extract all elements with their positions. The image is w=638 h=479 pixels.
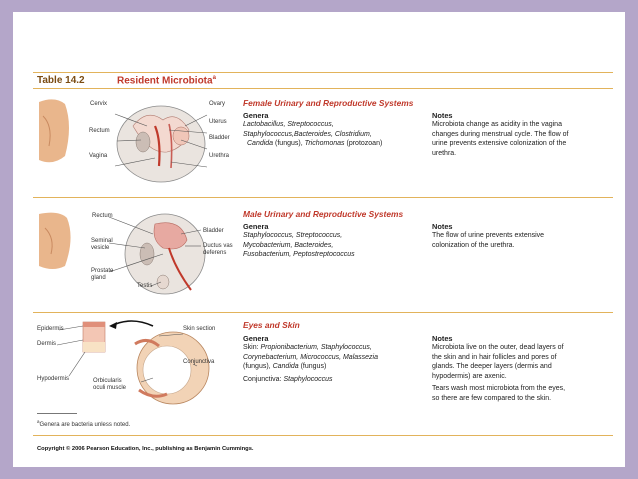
female-diagram bbox=[35, 96, 235, 186]
label-epidermis: Epidermis bbox=[37, 326, 64, 332]
genera-staph-conjunctiva: Staphylococcus bbox=[283, 375, 333, 383]
genera-line: Skin: Propionibacterium, Staphylococcus, bbox=[243, 344, 372, 351]
notes-heading-male: Notes bbox=[432, 222, 453, 231]
label-prostate-line2: gland bbox=[91, 275, 106, 281]
genera-line: Lactobacillus, Streptococcus, bbox=[243, 121, 334, 128]
genera-propionibacterium: Propionibacterium, Staphylococcus, bbox=[260, 344, 372, 351]
notes-line: Microbiota change as acidity in the vagina bbox=[432, 121, 562, 128]
notes-eyes-skin bbox=[432, 343, 604, 403]
label-vagina: Vagina bbox=[89, 153, 108, 159]
genera-list-male bbox=[243, 231, 433, 260]
genera-line: Candida (fungus), Trichomonas (protozoan) bbox=[247, 140, 383, 147]
genera-line: Corynebacterium, Micrococcus, Malassezia bbox=[243, 353, 378, 361]
genera-list-eyes-skin bbox=[243, 343, 433, 384]
label-urethra: Urethra bbox=[209, 153, 230, 159]
genera-line: Mycobacterium, Bacteroides, bbox=[243, 241, 334, 249]
label-testis: Testis bbox=[137, 283, 153, 289]
label-skin-section: Skin section bbox=[183, 326, 216, 332]
genera-heading-eyes: Genera bbox=[243, 334, 269, 343]
label-orbicularis-line1: Orbicularis bbox=[93, 378, 122, 384]
genera-trichomonas: Trichomonas bbox=[304, 140, 345, 147]
label-hypodermis: Hypodermis bbox=[37, 376, 70, 382]
section-title-male: Male Urinary and Reproductive Systems bbox=[243, 209, 404, 219]
notes-line: Microbiota live on the outer, dead layers of bbox=[432, 344, 564, 351]
label-seminal-line1: Seminal bbox=[91, 238, 113, 244]
label-rectum-male: Rectum bbox=[92, 213, 113, 219]
header-rule bbox=[33, 88, 613, 89]
genera-line: Staphylococcus,Bacteroides, Clostridium, bbox=[243, 130, 372, 138]
genera-candida-skin: Candida bbox=[272, 363, 299, 370]
notes-male bbox=[432, 231, 604, 250]
table-label: Table 14.2 bbox=[37, 75, 85, 86]
notes-line: colonization of the urethra. bbox=[432, 241, 515, 249]
notes-heading-eyes: Notes bbox=[432, 334, 453, 343]
notes-line: The flow of urine prevents extensive bbox=[432, 232, 545, 239]
copyright: Copyright © 2006 Pearson Education, Inc., publishing as Benjamin Cummings. bbox=[37, 446, 254, 452]
genera-candida: Candida bbox=[247, 140, 274, 147]
label-ductus-line1: Ductus vas bbox=[203, 243, 233, 249]
notes-line: hypodermis) are axenic. bbox=[432, 372, 507, 380]
label-prostate-line1: Prostate bbox=[91, 268, 114, 274]
label-seminal-vesicle bbox=[91, 238, 113, 252]
genera-list-female bbox=[243, 120, 433, 149]
section-rule-2 bbox=[33, 312, 613, 313]
table-title-text: Resident Microbiota bbox=[117, 75, 213, 87]
notes-female bbox=[432, 120, 604, 158]
notes-line: the skin and in hair follicles and pores of bbox=[432, 353, 557, 361]
label-orbicularis-oculi bbox=[93, 378, 126, 392]
section-title-eyes-skin: Eyes and Skin bbox=[243, 320, 300, 330]
footnote-rule bbox=[37, 413, 77, 414]
genera-heading-male: Genera bbox=[243, 222, 269, 231]
label-seminal-line2: vesicle bbox=[91, 245, 110, 251]
label-uterus: Uterus bbox=[209, 119, 227, 125]
notes-line: Tears wash most microbiota from the eyes, bbox=[432, 385, 566, 392]
top-rule bbox=[33, 72, 613, 73]
label-bladder-male: Bladder bbox=[203, 228, 224, 234]
table-title bbox=[117, 75, 216, 86]
notes-line: urethra. bbox=[432, 149, 457, 157]
bottom-rule bbox=[33, 435, 613, 436]
label-ductus-vas-deferens bbox=[203, 243, 233, 257]
notes-line: urine prevents extensive colonization of the bbox=[432, 140, 567, 147]
notes-line: so there are few compared to the skin. bbox=[432, 394, 552, 402]
label-cervix: Cervix bbox=[90, 101, 108, 107]
title-superscript: a bbox=[212, 75, 216, 81]
section-rule-1 bbox=[33, 197, 613, 198]
notes-heading-female: Notes bbox=[432, 111, 453, 120]
label-ductus-line2: deferens bbox=[203, 250, 227, 256]
genera-line: Conjunctiva: Staphylococcus bbox=[243, 375, 333, 383]
label-conjunctiva: Conjunctiva bbox=[183, 359, 215, 365]
notes-line: glands. The deeper layers (dermis and bbox=[432, 363, 552, 370]
footnote: $^a$Genera are bacteria unless noted. bbox=[37, 419, 131, 428]
section-title-female: Female Urinary and Reproductive Systems bbox=[243, 98, 414, 108]
genera-line: Staphylococcus, Streptococcus, bbox=[243, 232, 343, 239]
notes-line: changes during menstrual cycle. The flow of bbox=[432, 130, 569, 138]
label-rectum-female: Rectum bbox=[89, 128, 110, 134]
label-orbicularis-line2: oculi muscle bbox=[93, 385, 127, 391]
genera-heading-female: Genera bbox=[243, 111, 269, 120]
slide-sheet bbox=[13, 12, 625, 467]
genera-line: (fungus), Candida (fungus) bbox=[243, 363, 327, 370]
label-prostate-gland bbox=[91, 268, 113, 282]
label-ovary: Ovary bbox=[209, 101, 226, 107]
label-bladder-female: Bladder bbox=[209, 135, 230, 141]
genera-line: Fusobacterium, Peptostreptococcus bbox=[243, 251, 355, 258]
label-dermis: Dermis bbox=[37, 341, 56, 347]
